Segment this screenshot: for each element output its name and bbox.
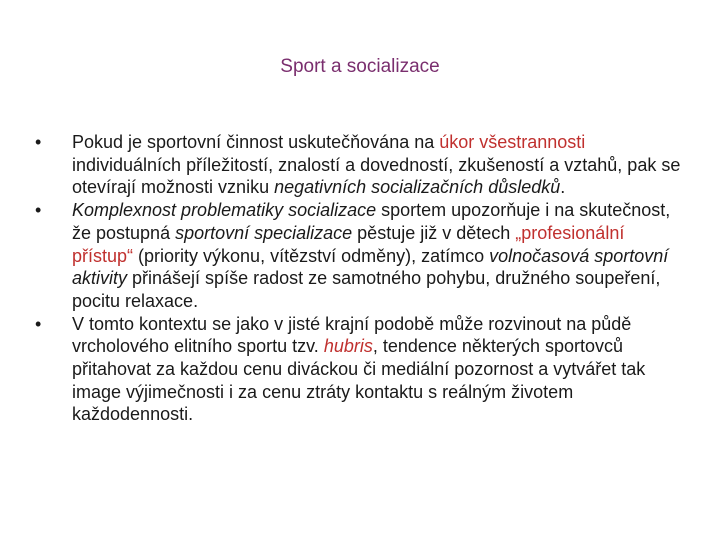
bullet-item-3	[34, 313, 684, 427]
bullet-3-highlight: hubris	[323, 336, 373, 357]
bullet-3-run-3: , tendence některých sportovců přitahovat za každou cenu diváckou či mediální pozornost a vytvářet tak image výjimečnosti i za cenu ztráty kontaktu s reálným životem každodennosti.	[72, 336, 646, 425]
bullet-3-run-1: V tomto kontextu se jako v jisté krajní podobě může rozvinout na půdě vrcholového elitního sportu tzv.	[72, 313, 632, 357]
bullet-text-1	[72, 131, 684, 199]
bullet-text-2	[72, 199, 684, 313]
bullet-2-italic-3: volnočasová sportovní aktivity	[72, 245, 669, 289]
bullet-2-run-2: sportem upozorňuje i na skutečnost, že postupná	[72, 200, 671, 243]
bullet-2-run-6: (priority výkonu, vítězství odměny), zatímco	[133, 245, 490, 266]
bullet-2-italic-1: Komplexnost problematiky socializace	[72, 200, 377, 221]
bullet-marker: •	[35, 313, 42, 334]
bullet-2-run-8: přinášejí spíše radost ze samotného pohybu, družného soupeření, pocitu relaxace.	[72, 268, 661, 311]
slide-content	[34, 131, 684, 426]
bullet-2-highlight: „profesionální přístup“	[72, 222, 625, 266]
bullet-2-italic-2: sportovní specializace	[175, 222, 353, 243]
bullet-item-1	[34, 131, 684, 199]
bullet-1-run-5: .	[560, 177, 566, 198]
slide-title: Sport a socializace	[280, 56, 440, 77]
bullet-1-run-3: individuálních příležitostí, znalostí a dovedností, zkušeností a vztahů, pak se otevírají možnosti vzniku	[72, 154, 681, 198]
bullet-text-3	[72, 313, 684, 427]
bullet-item-2	[34, 199, 684, 313]
bullet-1-highlight: úkor všestrannosti	[439, 132, 586, 152]
bullet-1-italic: negativních socializačních důsledků	[274, 177, 561, 198]
bullet-marker: •	[35, 200, 42, 221]
bullet-marker: •	[35, 132, 42, 152]
bullet-1-run-1: Pokud je sportovní činnost uskutečňována na	[72, 132, 440, 152]
bullet-2-run-4: pěstuje již v dětech	[352, 222, 516, 243]
